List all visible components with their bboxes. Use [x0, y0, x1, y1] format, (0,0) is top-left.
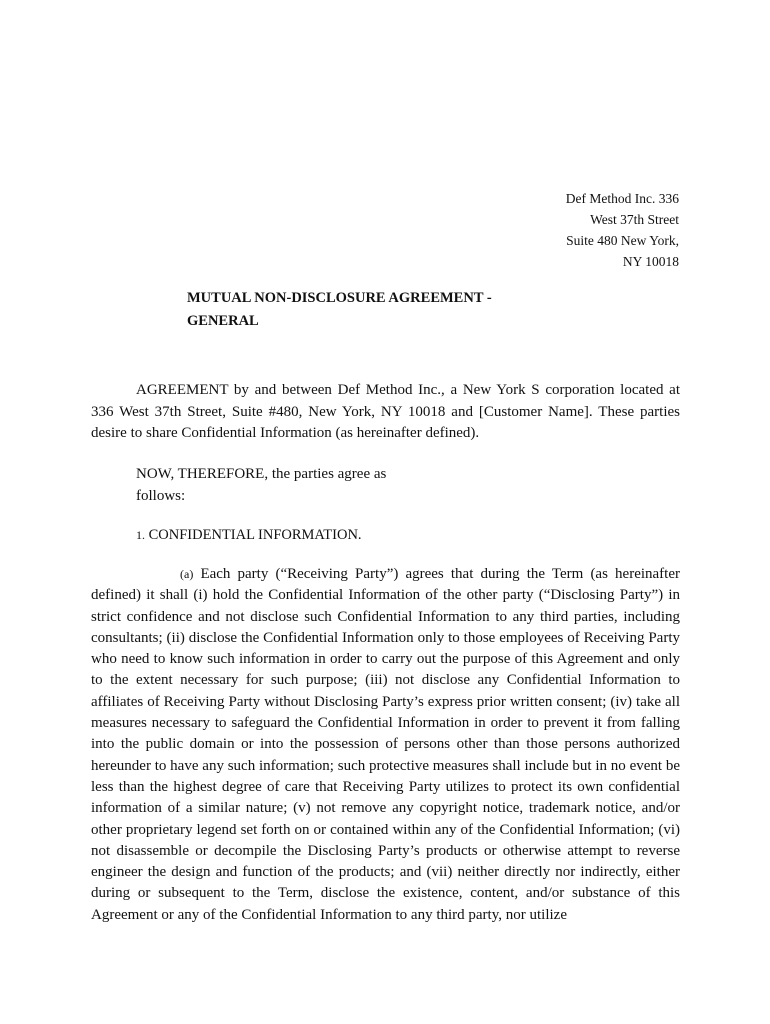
section-heading: [136, 525, 362, 546]
intro-paragraph: AGREEMENT by and between Def Method Inc., a New York S corporation located at 336 West 37th Street, Suite #480, New York, NY 10018 and [Customer Name]. These parties desire to share Confidential Information (as hereinafter defined).: [91, 382, 680, 441]
now-therefore-paragraph: [136, 464, 406, 507]
now-line-2: follows:: [136, 487, 186, 504]
clause-a-paragraph: [91, 564, 680, 926]
company-address: [479, 188, 679, 272]
clause-letter: (a): [180, 567, 194, 581]
clause-text: Each party (“Receiving Party”) agrees that during the Term (as hereinafter defined) it shall (i) hold the Confidential Information of the other party (“Disclosing Party”) in strict confidence and not disclose such Confidential Information to any third parties, including consultants; (ii) disclose the Confidential Information only to those employees of Receiving Party who need to know such information in order to carry out the purpose of this Agreement and only to the extent necessary for such purpose; (iii) not disclose any Confidential Information to affiliates of Receiving Party without Disclosing Party’s express prior written consent; (iv) take all measures necessary to safeguard the Confidential Information in order to prevent it from falling into the public domain or into the possession of persons other than those persons authorized hereunder to have any such information; such protective measures shall include but in no event be less than the highest degree of care that Receiving Party utilizes to protect its own confidential information of a similar nature; (v) not remove any copyright notice, trademark notice, and/or other proprietary legend set forth on or contained within any of the Confidential Information; (vi) not disassemble or decompile the Disclosing Party’s products or otherwise attempt to reverse engineer the design and function of the products; and (vii) neither directly nor indirectly, either during or subsequent to the Term, disclose the existence, content, and/or substance of this Agreement or any of the Confidential Information to any third party, nor utilize: [91, 566, 680, 923]
title-line-1: MUTUAL NON-DISCLOSURE AGREEMENT -: [187, 290, 492, 306]
section-number: 1.: [136, 528, 145, 542]
title-line-2: GENERAL: [187, 312, 259, 329]
section-title: CONFIDENTIAL INFORMATION.: [148, 527, 362, 543]
address-line-2: West 37th Street: [590, 212, 679, 227]
address-line-3: Suite 480 New York,: [566, 233, 679, 248]
address-line-4: NY 10018: [622, 254, 679, 269]
document-title: [187, 287, 547, 332]
address-line-1: Def Method Inc. 336: [565, 191, 679, 206]
now-line-1: NOW, THEREFORE, the parties agree as: [136, 466, 387, 482]
